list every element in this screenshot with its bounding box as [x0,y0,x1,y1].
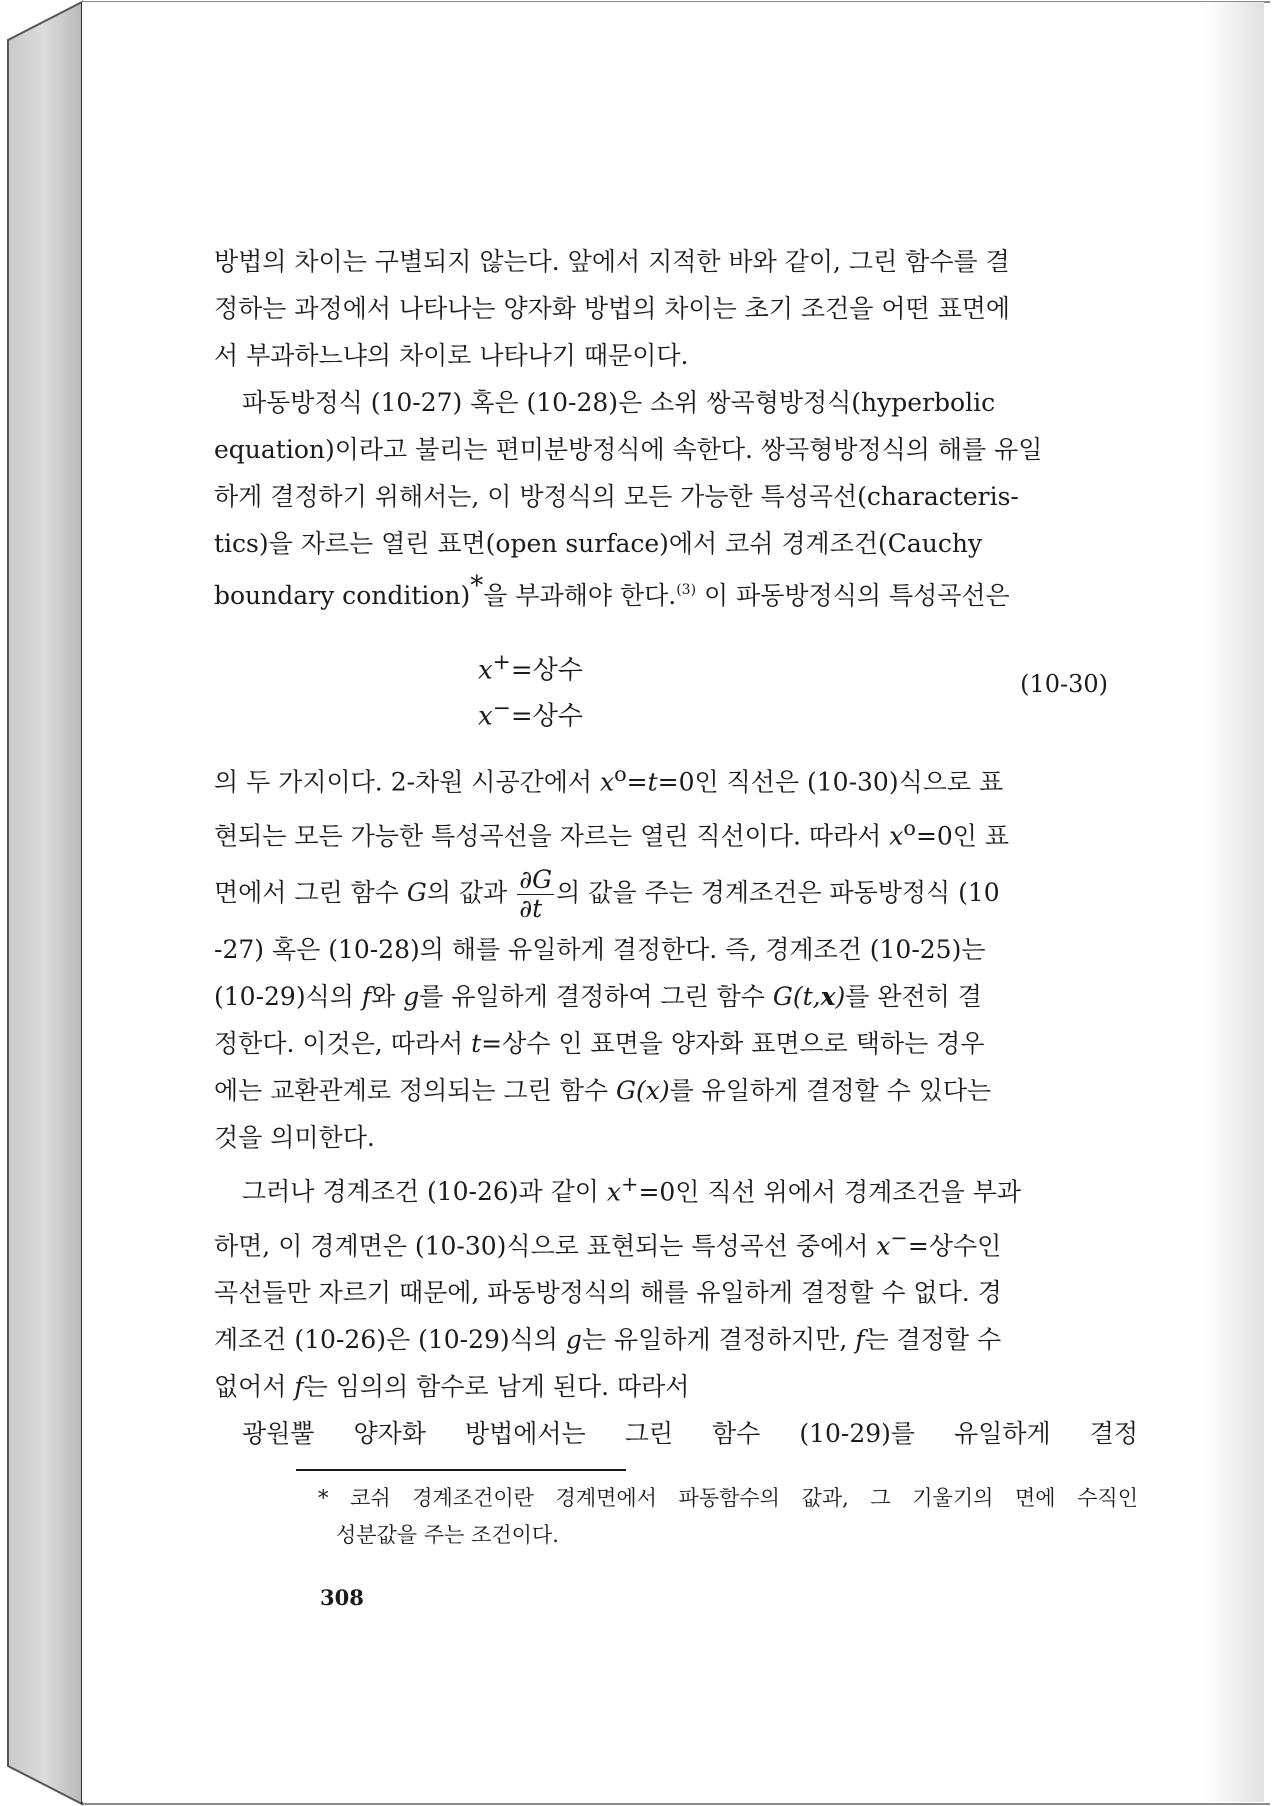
footnote-line: 성분값을 주는 조건이다. [336,1523,559,1547]
math-var-bold: x [820,981,836,1011]
footnote-line: * 코쉬 경계조건이란 경계면에서 파동함수의 값과, 그 기울기의 면에 수직인 [318,1486,1138,1510]
math-sup: + [620,1171,639,1196]
page-number: 308 [320,1585,364,1610]
partial-derivative-fraction [517,866,554,923]
text-run: =상수인 [907,1231,1002,1261]
text-run: 없어서 [214,1372,295,1402]
math-sup: o [614,762,627,786]
text-line: 을 부과해야 한다. [483,581,677,610]
math-var: t [471,1028,482,1058]
text-run: =0인 표 [915,821,1010,851]
math-var: g [403,981,420,1011]
equation-10-30 [214,639,1138,737]
text-run: 하면, 이 경계면은 (10-30)식으로 표현되는 특성곡선 중에서 [214,1231,877,1261]
text-line: 파동방정식 (10-27) 혹은 (10-28)은 소위 쌍곡형방정식(hyperbolic [242,388,996,417]
text-run: 의 값과 [426,877,516,907]
text-run: 정한다. 이것은, 따라서 [214,1028,472,1058]
equation-number: (10-30) [1020,670,1108,698]
text-run: 현되는 모든 가능한 특성곡선을 자르는 열린 직선이다. 따라서 [214,821,890,851]
math-rhs: =상수 [510,701,583,732]
text-run: 면에서 그린 함수 [214,877,407,907]
math-rhs: =상수 [510,655,583,686]
math-var: g [565,1325,582,1355]
math-sup: + [492,650,511,675]
text-run: 는 유일하게 결정하지만, [581,1325,856,1355]
text-run: 를 완전히 결 [845,981,982,1011]
math-var: G(x) [616,1075,670,1105]
text-line: boundary condition) [214,581,471,610]
text-line: -27) 혹은 (10-28)의 해를 유일하게 결정한다. 즉, 경계조건 (10-25)는 [214,934,986,964]
page-edge-shadow [1204,2,1264,1802]
reference-marker: (3) [676,582,697,598]
paragraph-4 [214,1161,1138,1411]
math-var: f [294,1372,304,1402]
paragraph-5 [214,1410,1138,1457]
footnote-divider [296,1469,626,1471]
text-run: 를 유일하게 결정하여 그린 함수 [419,981,773,1011]
footnote [318,1480,1138,1554]
math-var: t [647,767,658,797]
math-var: ) [835,981,846,1011]
text-run: 그러나 경계조건 (10-26)과 같이 [242,1176,607,1206]
text-line: 것을 의미한다. [214,1122,375,1152]
text-run: =0인 직선 위에서 경계조건을 부과 [638,1176,1022,1206]
equation-line-2 [478,685,583,741]
text-line: 방법의 차이는 구별되지 않는다. 앞에서 지적한 바와 같이, 그린 함수를 결 [214,247,1010,276]
text-run: 를 유일하게 결정할 수 있다는 [669,1075,992,1105]
math-var: x [600,767,615,797]
math-var: x [876,1231,891,1261]
text-line: 정하는 과정에서 나타나는 양자화 방법의 차이는 초기 조건을 어떤 표면에 [214,294,1011,323]
text-line: 하게 결정하기 위해서는, 이 방정식의 모든 가능한 특성곡선(characteris- [214,482,1019,511]
text-run: 계조건 (10-26)은 (10-29)식의 [214,1325,566,1355]
math-var: G [406,877,427,907]
text-line: tics)을 자르는 열린 표면(open surface)에서 코쉬 경계조건(Cauchy [214,529,983,558]
math-var: x [478,655,493,686]
paragraph-1 [214,238,1138,379]
text-run: 의 값을 주는 경계조건은 파동방정식 (10 [556,877,1000,907]
math-var: G(t, [772,981,821,1011]
text-line: 광원뿔 양자화 방법에서는 그린 함수 (10-29)를 유일하게 결정 [242,1419,1138,1449]
math-var: x [889,821,904,851]
text-run: = [626,767,648,797]
text-line: 곡선들만 자르기 때문에, 파동방정식의 해를 유일하게 결정할 수 없다. 경 [214,1278,1002,1308]
footnote-star: * [470,571,484,601]
text-run: (10-29)식의 [214,981,362,1011]
fraction-numerator: ∂G [519,864,553,894]
math-sup: − [890,1225,908,1250]
math-sup: − [492,696,511,721]
text-line: 서 부과하느냐의 차이로 나타나기 때문이다. [214,341,689,370]
paragraph-2 [214,379,1138,619]
paragraph-3 [214,751,1138,1161]
text-run: 와 [371,981,404,1011]
text-run: =상수 인 표면을 양자화 표면으로 택하는 경우 [481,1028,985,1058]
math-var: x [478,701,493,732]
math-var: f [855,1325,865,1355]
math-var: x [606,1176,621,1206]
fraction-denominator: ∂t [519,893,543,923]
text-run: =0인 직선은 (10-30)식으로 표 [657,767,1004,797]
text-run: 에는 교환관계로 정의되는 그린 함수 [214,1075,616,1105]
page-body [214,238,1138,1457]
text-line: 이 파동방정식의 특성곡선은 [696,581,1010,610]
math-sup: o [903,816,916,841]
text-run: 는 임의의 함수로 남게 된다. 따라서 [303,1372,690,1402]
text-line: equation)이라고 불리는 편미분방정식에 속한다. 쌍곡형방정식의 해를 유일 [214,435,1043,464]
math-var: f [361,981,372,1011]
text-run: 의 두 가지이다. 2-차원 시공간에서 [214,767,600,797]
text-run: 는 결정할 수 [864,1325,1002,1355]
